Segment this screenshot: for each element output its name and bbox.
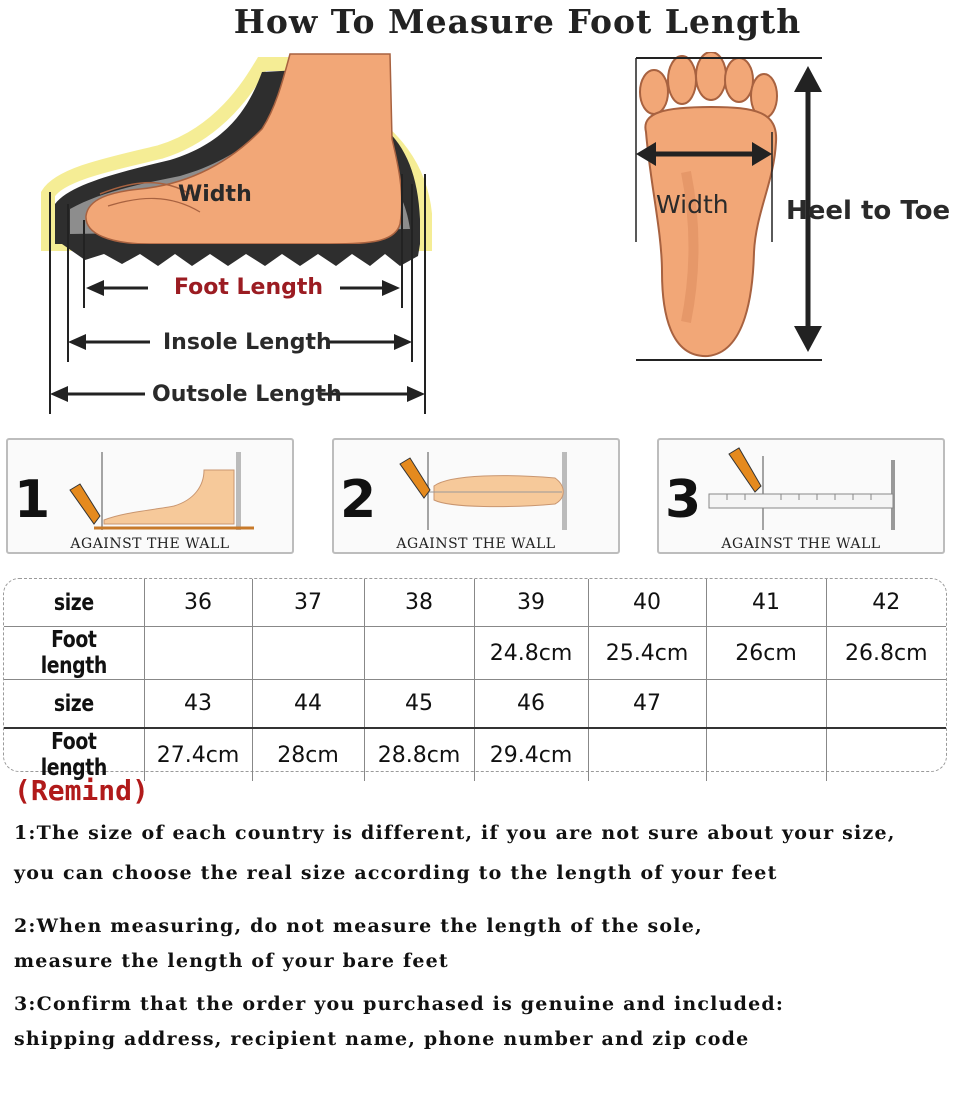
table-cell: 43 — [144, 680, 252, 729]
table-cell: 46 — [474, 680, 588, 729]
insole-length-label: Insole Length — [163, 330, 332, 355]
table-cell: 44 — [252, 680, 364, 729]
step-1-caption: AGAINST THE WALL — [70, 536, 230, 552]
step-2-box — [332, 438, 620, 554]
table-cell: 38 — [364, 579, 474, 627]
step-3-caption: AGAINST THE WALL — [721, 536, 881, 552]
table-cell: 40 — [588, 579, 706, 627]
table-cell: 37 — [252, 579, 364, 627]
table-cell: 29.4cm — [474, 728, 588, 781]
table-cell: 24.8cm — [474, 627, 588, 680]
step-2-number: 2 — [340, 470, 377, 530]
row-header-size: size — [17, 680, 132, 729]
table-cell — [144, 627, 252, 680]
remind-line-6: shipping address, recipient name, phone number and zip code — [14, 1028, 750, 1050]
remind-line-2: you can choose the real size according to the length of your feet — [14, 862, 778, 884]
table-cell — [364, 627, 474, 680]
table-cell: 45 — [364, 680, 474, 729]
remind-line-4: measure the length of your bare feet — [14, 950, 449, 972]
table-cell — [706, 680, 826, 729]
step-2-illustration — [390, 446, 616, 536]
table-cell: 36 — [144, 579, 252, 627]
row-header-foot-length: Foot length — [17, 627, 132, 680]
size-chart — [3, 578, 947, 781]
table-cell: 28cm — [252, 728, 364, 781]
step-1-box — [6, 438, 294, 554]
step-3-box — [657, 438, 945, 554]
table-cell — [588, 728, 706, 781]
heel-to-toe-label: Heel to Toe — [786, 196, 951, 226]
foot-length-label: Foot Length — [174, 275, 324, 300]
side-view-diagram — [0, 44, 440, 424]
size-table — [4, 579, 946, 781]
table-cell: 26cm — [706, 627, 826, 680]
step-3-number: 3 — [665, 470, 702, 530]
table-cell: 41 — [706, 579, 826, 627]
step-1-number: 1 — [14, 470, 51, 530]
table-row — [4, 680, 946, 729]
step-3-illustration — [707, 446, 943, 536]
table-cell — [826, 728, 946, 781]
table-cell: 39 — [474, 579, 588, 627]
step-2-caption: AGAINST THE WALL — [396, 536, 556, 552]
table-cell: 26.8cm — [826, 627, 946, 680]
outsole-length-label: Outsole Length — [152, 382, 342, 407]
sole-width-label: Width — [656, 190, 729, 219]
step-1-illustration — [64, 446, 290, 536]
sole-shape — [645, 107, 776, 356]
outsole-tread — [62, 244, 420, 266]
row-header-size: size — [17, 579, 132, 627]
table-cell: 47 — [588, 680, 706, 729]
remind-title: (Remind) — [14, 774, 149, 807]
table-row — [4, 579, 946, 627]
table-cell: 25.4cm — [588, 627, 706, 680]
side-width-label: Width — [178, 182, 252, 207]
row-header-foot-length: Foot length — [17, 728, 132, 781]
remind-line-1: 1:The size of each country is different, if you are not sure about your size, — [14, 822, 896, 844]
table-cell: 27.4cm — [144, 728, 252, 781]
remind-line-3: 2:When measuring, do not measure the length of the sole, — [14, 915, 703, 937]
table-cell — [706, 728, 826, 781]
table-cell — [252, 627, 364, 680]
page-title: How To Measure Foot Length — [233, 2, 802, 41]
table-cell: 42 — [826, 579, 946, 627]
table-cell: 28.8cm — [364, 728, 474, 781]
remind-line-5: 3:Confirm that the order you purchased is genuine and included: — [14, 993, 785, 1015]
table-cell — [826, 680, 946, 729]
table-row — [4, 627, 946, 680]
